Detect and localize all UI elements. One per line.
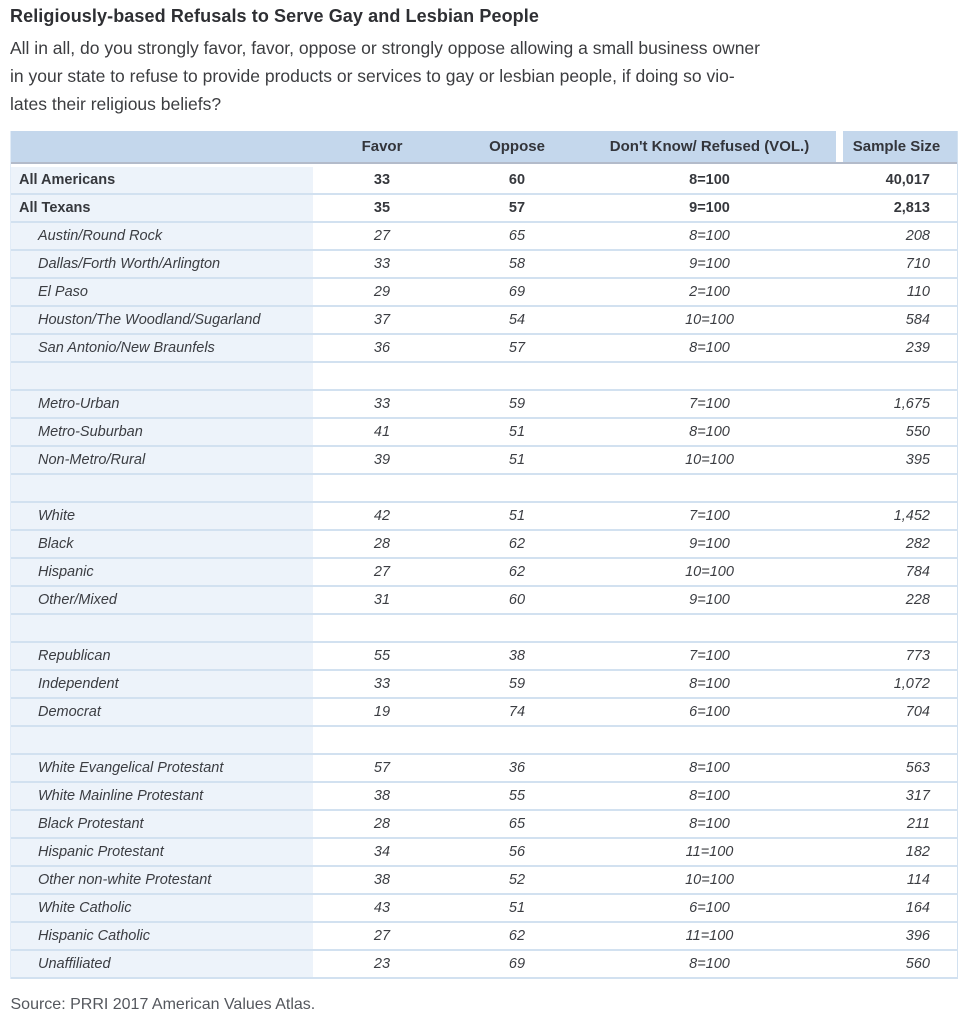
- sample-size-value: 110: [836, 279, 957, 307]
- favor-value: 35: [313, 195, 451, 223]
- oppose-value: 38: [451, 643, 583, 671]
- sample-size-value: [836, 475, 957, 503]
- row-label: Democrat: [11, 699, 313, 727]
- sample-size-value: 1,452: [836, 503, 957, 531]
- dont-know-value: 9=100: [583, 531, 836, 559]
- dont-know-value: 7=100: [583, 643, 836, 671]
- favor-value: 27: [313, 923, 451, 951]
- dont-know-value: 11=100: [583, 923, 836, 951]
- table-row: [11, 164, 957, 195]
- row-label: Houston/The Woodland/Sugarland: [11, 307, 313, 335]
- dont-know-value: 8=100: [583, 164, 836, 195]
- oppose-value: 65: [451, 811, 583, 839]
- oppose-value: 57: [451, 195, 583, 223]
- table-row: [11, 279, 957, 307]
- dont-know-value: 10=100: [583, 867, 836, 895]
- row-label: Non-Metro/Rural: [11, 447, 313, 475]
- row-label: White Catholic: [11, 895, 313, 923]
- oppose-value: 54: [451, 307, 583, 335]
- oppose-value: 51: [451, 419, 583, 447]
- figure-subtitle: [10, 34, 956, 118]
- sample-size-value: [836, 363, 957, 391]
- table-row: [11, 391, 957, 419]
- oppose-value: 60: [451, 164, 583, 195]
- sample-size-value: 550: [836, 419, 957, 447]
- row-label: Hispanic Catholic: [11, 923, 313, 951]
- sample-size-value: 40,017: [836, 164, 957, 195]
- table-row: [11, 587, 957, 615]
- oppose-value: 59: [451, 671, 583, 699]
- sample-size-value: [836, 727, 957, 755]
- oppose-value: [451, 475, 583, 503]
- sample-size-value: 773: [836, 643, 957, 671]
- table-row: [11, 447, 957, 475]
- row-label: White: [11, 503, 313, 531]
- oppose-value: 62: [451, 923, 583, 951]
- dont-know-value: 9=100: [583, 251, 836, 279]
- dont-know-value: 6=100: [583, 699, 836, 727]
- oppose-value: 51: [451, 447, 583, 475]
- favor-value: 28: [313, 811, 451, 839]
- favor-value: 19: [313, 699, 451, 727]
- oppose-value: 58: [451, 251, 583, 279]
- dont-know-value: 10=100: [583, 307, 836, 335]
- sample-size-value: 784: [836, 559, 957, 587]
- spacer-row: [11, 475, 957, 503]
- favor-value: 27: [313, 559, 451, 587]
- row-label: All Texans: [11, 195, 313, 223]
- spacer-row: [11, 363, 957, 391]
- row-label: White Evangelical Protestant: [11, 755, 313, 783]
- sample-size-value: 1,675: [836, 391, 957, 419]
- sample-size-value: 228: [836, 587, 957, 615]
- subtitle-line-3: lates their religious beliefs?: [10, 94, 222, 114]
- sample-size-value: 584: [836, 307, 957, 335]
- dont-know-value: [583, 475, 836, 503]
- oppose-value: 52: [451, 867, 583, 895]
- favor-value: 36: [313, 335, 451, 363]
- favor-value: [313, 475, 451, 503]
- dont-know-value: 2=100: [583, 279, 836, 307]
- row-label: Dallas/Forth Worth/Arlington: [11, 251, 313, 279]
- row-label: Black: [11, 531, 313, 559]
- row-label: Metro-Suburban: [11, 419, 313, 447]
- dont-know-value: [583, 363, 836, 391]
- table-row: [11, 811, 957, 839]
- sample-size-value: 208: [836, 223, 957, 251]
- favor-value: 33: [313, 671, 451, 699]
- favor-value: 42: [313, 503, 451, 531]
- favor-value: 33: [313, 251, 451, 279]
- row-label: Other/Mixed: [11, 587, 313, 615]
- dont-know-value: 8=100: [583, 783, 836, 811]
- favor-value: 33: [313, 164, 451, 195]
- row-label: [11, 727, 313, 755]
- table-row: [11, 923, 957, 951]
- oppose-value: [451, 615, 583, 643]
- oppose-value: 65: [451, 223, 583, 251]
- row-label: Other non-white Protestant: [11, 867, 313, 895]
- table-row: [11, 783, 957, 811]
- table-row: [11, 895, 957, 923]
- sample-size-value: 704: [836, 699, 957, 727]
- oppose-value: 55: [451, 783, 583, 811]
- sample-size-value: 563: [836, 755, 957, 783]
- column-header-oppose: Oppose: [451, 131, 583, 164]
- favor-value: 34: [313, 839, 451, 867]
- source-note: Source: PRRI 2017 American Values Atlas.: [10, 996, 316, 1013]
- sample-size-value: 317: [836, 783, 957, 811]
- dont-know-value: 8=100: [583, 811, 836, 839]
- oppose-value: 56: [451, 839, 583, 867]
- favor-value: 29: [313, 279, 451, 307]
- row-label: [11, 363, 313, 391]
- table-row: [11, 503, 957, 531]
- oppose-value: 69: [451, 951, 583, 979]
- row-label: Hispanic Protestant: [11, 839, 313, 867]
- table-row: [11, 251, 957, 279]
- oppose-value: 51: [451, 895, 583, 923]
- spacer-row: [11, 615, 957, 643]
- sample-size-value: 114: [836, 867, 957, 895]
- dont-know-value: 8=100: [583, 951, 836, 979]
- dont-know-value: 10=100: [583, 559, 836, 587]
- sample-size-value: 282: [836, 531, 957, 559]
- favor-value: 28: [313, 531, 451, 559]
- oppose-value: 60: [451, 587, 583, 615]
- table-row: [11, 223, 957, 251]
- row-label: Independent: [11, 671, 313, 699]
- table-row: [11, 839, 957, 867]
- sample-size-value: 396: [836, 923, 957, 951]
- oppose-value: 51: [451, 503, 583, 531]
- table-row: [11, 335, 957, 363]
- row-label: Hispanic: [11, 559, 313, 587]
- sample-size-value: [836, 615, 957, 643]
- subtitle-line-1: All in all, do you strongly favor, favor, oppose or strongly oppose allowing a small business owner: [10, 38, 760, 58]
- table-row: [11, 671, 957, 699]
- dont-know-value: 10=100: [583, 447, 836, 475]
- oppose-value: 59: [451, 391, 583, 419]
- table-row: [11, 867, 957, 895]
- dont-know-value: 11=100: [583, 839, 836, 867]
- dont-know-value: 6=100: [583, 895, 836, 923]
- figure-title: Religiously-based Refusals to Serve Gay and Lesbian People: [10, 6, 539, 26]
- row-label: San Antonio/New Braunfels: [11, 335, 313, 363]
- table-row: [11, 559, 957, 587]
- sample-size-value: 164: [836, 895, 957, 923]
- oppose-value: 36: [451, 755, 583, 783]
- dont-know-value: 8=100: [583, 335, 836, 363]
- table-row: [11, 307, 957, 335]
- favor-value: 38: [313, 783, 451, 811]
- favor-value: 57: [313, 755, 451, 783]
- sample-size-value: 182: [836, 839, 957, 867]
- dont-know-value: 9=100: [583, 587, 836, 615]
- favor-value: 33: [313, 391, 451, 419]
- favor-value: 27: [313, 223, 451, 251]
- favor-value: 31: [313, 587, 451, 615]
- row-label: Black Protestant: [11, 811, 313, 839]
- table-row: [11, 755, 957, 783]
- table-row: [11, 643, 957, 671]
- dont-know-value: [583, 727, 836, 755]
- column-header-dont-know: Don't Know/ Refused (VOL.): [583, 131, 836, 164]
- dont-know-value: 8=100: [583, 755, 836, 783]
- column-header-sample-size: Sample Size: [836, 131, 957, 164]
- row-label: Unaffiliated: [11, 951, 313, 979]
- row-label: White Mainline Protestant: [11, 783, 313, 811]
- row-label: El Paso: [11, 279, 313, 307]
- favor-value: 37: [313, 307, 451, 335]
- favor-value: [313, 363, 451, 391]
- sample-size-value: 395: [836, 447, 957, 475]
- spacer-row: [11, 727, 957, 755]
- sample-size-value: 1,072: [836, 671, 957, 699]
- row-label: [11, 475, 313, 503]
- dont-know-value: 8=100: [583, 671, 836, 699]
- dont-know-value: 7=100: [583, 391, 836, 419]
- oppose-value: 69: [451, 279, 583, 307]
- dont-know-value: 8=100: [583, 419, 836, 447]
- column-header-category: [11, 131, 313, 164]
- oppose-value: [451, 363, 583, 391]
- oppose-value: 74: [451, 699, 583, 727]
- table-header-row: [11, 131, 957, 164]
- favor-value: 55: [313, 643, 451, 671]
- row-label: [11, 615, 313, 643]
- row-label: All Americans: [11, 164, 313, 195]
- table-row: [11, 195, 957, 223]
- table-row: [11, 531, 957, 559]
- table-row: [11, 419, 957, 447]
- survey-results-table: [10, 131, 958, 979]
- oppose-value: 62: [451, 559, 583, 587]
- subtitle-line-2: in your state to refuse to provide products or services to gay or lesbian people, if doing so vio-: [10, 66, 735, 86]
- oppose-value: [451, 727, 583, 755]
- favor-value: [313, 615, 451, 643]
- sample-size-value: 239: [836, 335, 957, 363]
- table-body: [11, 164, 957, 979]
- oppose-value: 62: [451, 531, 583, 559]
- sample-size-value: 2,813: [836, 195, 957, 223]
- oppose-value: 57: [451, 335, 583, 363]
- favor-value: 43: [313, 895, 451, 923]
- dont-know-value: [583, 615, 836, 643]
- row-label: Republican: [11, 643, 313, 671]
- sample-size-value: 211: [836, 811, 957, 839]
- sample-size-value: 710: [836, 251, 957, 279]
- favor-value: 41: [313, 419, 451, 447]
- sample-size-value: 560: [836, 951, 957, 979]
- dont-know-value: 7=100: [583, 503, 836, 531]
- favor-value: 23: [313, 951, 451, 979]
- table-row: [11, 699, 957, 727]
- favor-value: [313, 727, 451, 755]
- favor-value: 39: [313, 447, 451, 475]
- column-header-favor: Favor: [313, 131, 451, 164]
- dont-know-value: 9=100: [583, 195, 836, 223]
- dont-know-value: 8=100: [583, 223, 836, 251]
- row-label: Austin/Round Rock: [11, 223, 313, 251]
- table-row: [11, 951, 957, 979]
- favor-value: 38: [313, 867, 451, 895]
- row-label: Metro-Urban: [11, 391, 313, 419]
